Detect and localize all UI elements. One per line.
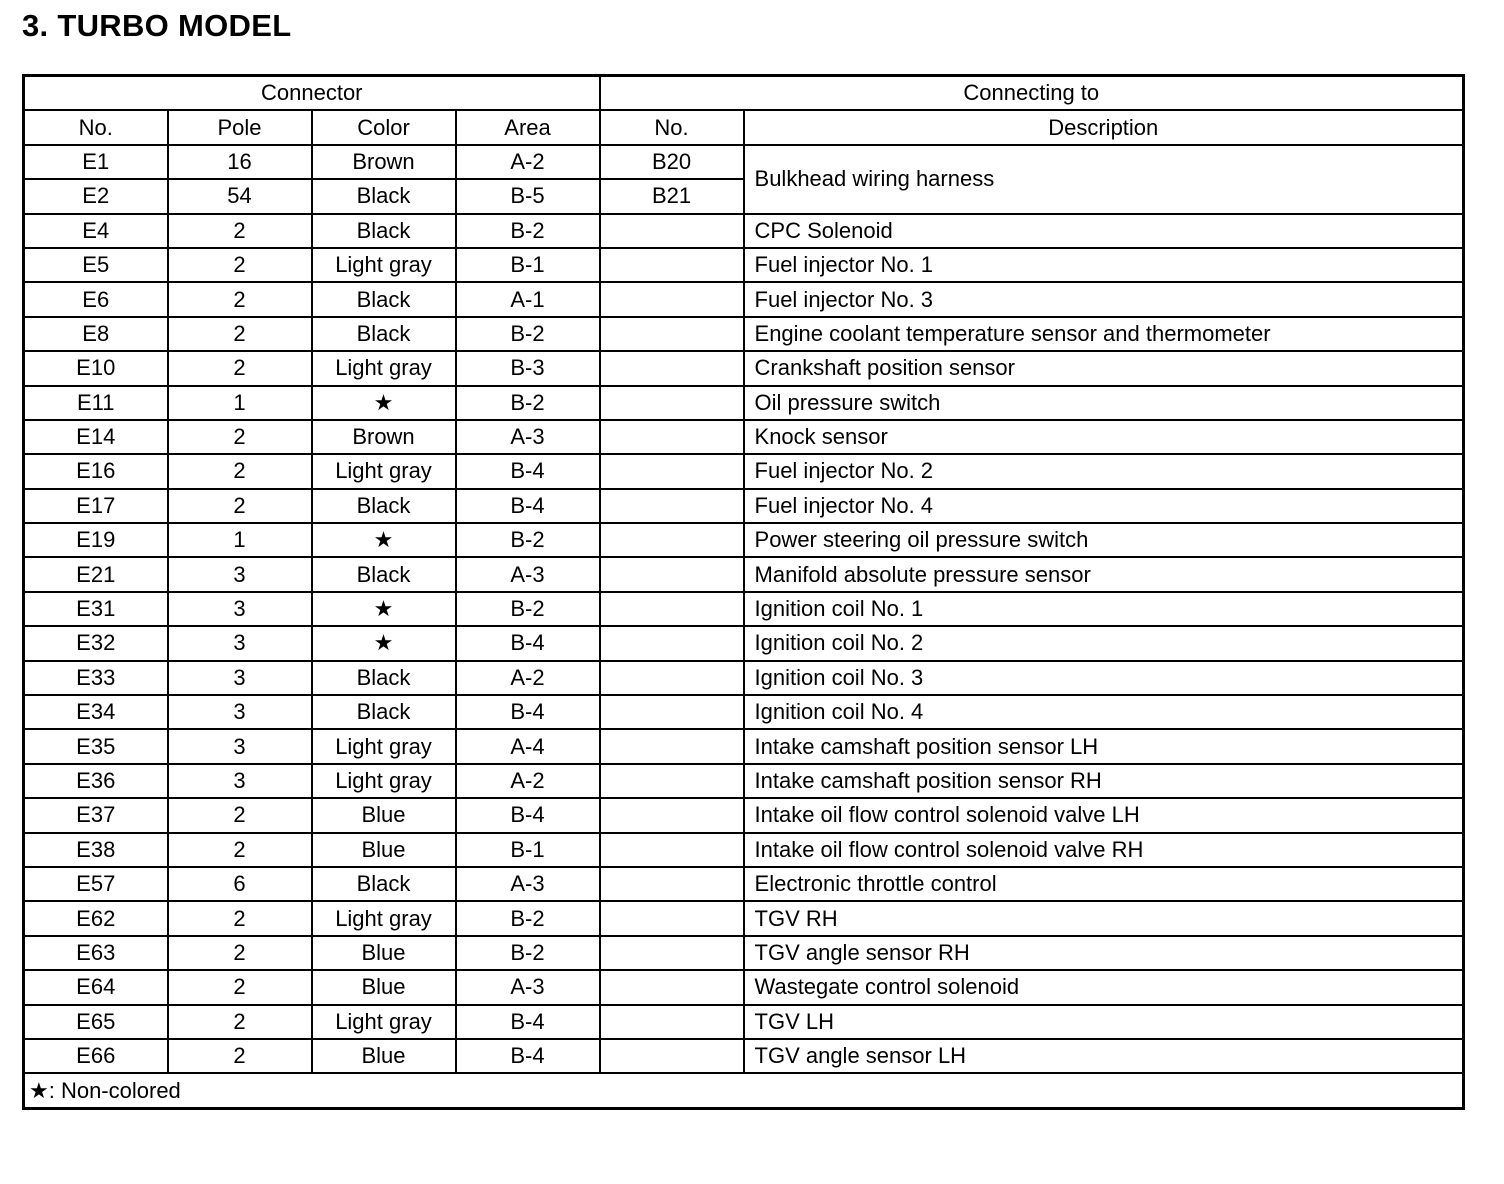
cell-color: Blue — [312, 1039, 456, 1073]
cell-to-no — [600, 420, 744, 454]
table-row — [24, 936, 1464, 970]
cell-color: ★ — [312, 386, 456, 420]
cell-description: Bulkhead wiring harness — [744, 145, 1464, 214]
cell-to-no — [600, 970, 744, 1004]
cell-no: E65 — [24, 1005, 168, 1039]
cell-description: TGV LH — [744, 1005, 1464, 1039]
cell-description: Electronic throttle control — [744, 867, 1464, 901]
header-description: Description — [744, 110, 1464, 144]
cell-description: Wastegate control solenoid — [744, 970, 1464, 1004]
cell-to-no — [600, 729, 744, 763]
cell-area: B-4 — [456, 798, 600, 832]
cell-color: Brown — [312, 420, 456, 454]
table-row — [24, 901, 1464, 935]
cell-to-no — [600, 489, 744, 523]
cell-to-no — [600, 626, 744, 660]
cell-area: A-3 — [456, 557, 600, 591]
table-row — [24, 145, 1464, 179]
table-row — [24, 1039, 1464, 1073]
cell-pole: 3 — [168, 695, 312, 729]
cell-color: Light gray — [312, 454, 456, 488]
cell-pole: 3 — [168, 592, 312, 626]
cell-pole: 3 — [168, 764, 312, 798]
table-row — [24, 592, 1464, 626]
cell-description: Power steering oil pressure switch — [744, 523, 1464, 557]
cell-pole: 3 — [168, 661, 312, 695]
connector-table — [22, 74, 1465, 1110]
cell-area: A-2 — [456, 145, 600, 179]
cell-area: B-5 — [456, 179, 600, 213]
cell-area: B-3 — [456, 351, 600, 385]
cell-description: CPC Solenoid — [744, 214, 1464, 248]
cell-description: Oil pressure switch — [744, 386, 1464, 420]
cell-no: E21 — [24, 557, 168, 591]
cell-no: E16 — [24, 454, 168, 488]
cell-description: Ignition coil No. 2 — [744, 626, 1464, 660]
header-area: Area — [456, 110, 600, 144]
cell-area: B-4 — [456, 626, 600, 660]
cell-no: E1 — [24, 145, 168, 179]
cell-pole: 2 — [168, 1005, 312, 1039]
cell-color: Blue — [312, 798, 456, 832]
cell-color: Black — [312, 214, 456, 248]
cell-no: E37 — [24, 798, 168, 832]
table-row — [24, 386, 1464, 420]
cell-color: Light gray — [312, 248, 456, 282]
table-row — [24, 214, 1464, 248]
cell-no: E36 — [24, 764, 168, 798]
table-row — [24, 523, 1464, 557]
cell-pole: 1 — [168, 523, 312, 557]
cell-no: E17 — [24, 489, 168, 523]
cell-no: E38 — [24, 833, 168, 867]
cell-pole: 3 — [168, 626, 312, 660]
cell-description: Intake camshaft position sensor LH — [744, 729, 1464, 763]
table-row — [24, 833, 1464, 867]
table-row — [24, 661, 1464, 695]
cell-description: Crankshaft position sensor — [744, 351, 1464, 385]
cell-color: Light gray — [312, 729, 456, 763]
cell-description: Ignition coil No. 3 — [744, 661, 1464, 695]
cell-to-no — [600, 454, 744, 488]
cell-to-no — [600, 317, 744, 351]
table-row — [24, 557, 1464, 591]
cell-area: A-3 — [456, 420, 600, 454]
cell-no: E64 — [24, 970, 168, 1004]
cell-to-no — [600, 523, 744, 557]
table-row — [24, 317, 1464, 351]
cell-area: B-4 — [456, 1039, 600, 1073]
cell-description: Fuel injector No. 4 — [744, 489, 1464, 523]
group-header-row — [24, 76, 1464, 111]
cell-pole: 2 — [168, 351, 312, 385]
column-header-row — [24, 110, 1464, 144]
cell-pole: 2 — [168, 420, 312, 454]
cell-pole: 2 — [168, 454, 312, 488]
cell-no: E11 — [24, 386, 168, 420]
cell-to-no — [600, 557, 744, 591]
cell-to-no — [600, 695, 744, 729]
cell-color: Blue — [312, 936, 456, 970]
table-row — [24, 867, 1464, 901]
cell-description: TGV RH — [744, 901, 1464, 935]
cell-area: B-4 — [456, 489, 600, 523]
cell-pole: 2 — [168, 833, 312, 867]
cell-area: B-2 — [456, 386, 600, 420]
cell-no: E10 — [24, 351, 168, 385]
cell-color: Blue — [312, 833, 456, 867]
cell-description: Intake camshaft position sensor RH — [744, 764, 1464, 798]
cell-color: Black — [312, 867, 456, 901]
cell-area: B-2 — [456, 901, 600, 935]
header-no: No. — [24, 110, 168, 144]
cell-color: Black — [312, 179, 456, 213]
table-row — [24, 454, 1464, 488]
table-row — [24, 626, 1464, 660]
cell-description: Intake oil flow control solenoid valve RH — [744, 833, 1464, 867]
cell-pole: 2 — [168, 248, 312, 282]
header-color: Color — [312, 110, 456, 144]
header-to-no: No. — [600, 110, 744, 144]
cell-pole: 2 — [168, 901, 312, 935]
cell-no: E8 — [24, 317, 168, 351]
cell-no: E33 — [24, 661, 168, 695]
cell-area: A-3 — [456, 970, 600, 1004]
table-row — [24, 798, 1464, 832]
cell-description: Ignition coil No. 1 — [744, 592, 1464, 626]
table-row — [24, 695, 1464, 729]
cell-to-no — [600, 661, 744, 695]
table-row — [24, 351, 1464, 385]
cell-color: Light gray — [312, 351, 456, 385]
cell-no: E14 — [24, 420, 168, 454]
cell-description: Manifold absolute pressure sensor — [744, 557, 1464, 591]
cell-area: B-4 — [456, 695, 600, 729]
cell-area: B-2 — [456, 317, 600, 351]
page-title: 3. TURBO MODEL — [22, 8, 292, 43]
cell-to-no — [600, 936, 744, 970]
cell-to-no — [600, 764, 744, 798]
cell-pole: 1 — [168, 386, 312, 420]
cell-area: B-2 — [456, 592, 600, 626]
cell-area: A-1 — [456, 282, 600, 316]
cell-to-no — [600, 214, 744, 248]
cell-to-no: B21 — [600, 179, 744, 213]
cell-pole: 2 — [168, 970, 312, 1004]
cell-description: Fuel injector No. 2 — [744, 454, 1464, 488]
footnote: ★: Non-colored — [24, 1073, 1464, 1108]
table-row — [24, 1005, 1464, 1039]
cell-pole: 6 — [168, 867, 312, 901]
cell-pole: 2 — [168, 798, 312, 832]
cell-to-no — [600, 1005, 744, 1039]
cell-color: Blue — [312, 970, 456, 1004]
cell-no: E62 — [24, 901, 168, 935]
cell-to-no — [600, 833, 744, 867]
cell-color: ★ — [312, 626, 456, 660]
cell-to-no — [600, 1039, 744, 1073]
cell-area: B-2 — [456, 214, 600, 248]
cell-pole: 3 — [168, 557, 312, 591]
cell-no: E5 — [24, 248, 168, 282]
cell-pole: 54 — [168, 179, 312, 213]
cell-pole: 2 — [168, 317, 312, 351]
cell-area: B-2 — [456, 523, 600, 557]
cell-no: E57 — [24, 867, 168, 901]
cell-pole: 16 — [168, 145, 312, 179]
table-row — [24, 764, 1464, 798]
cell-to-no — [600, 592, 744, 626]
table-row — [24, 970, 1464, 1004]
cell-area: A-3 — [456, 867, 600, 901]
cell-description: Fuel injector No. 1 — [744, 248, 1464, 282]
table-row — [24, 420, 1464, 454]
cell-no: E6 — [24, 282, 168, 316]
cell-description: Fuel injector No. 3 — [744, 282, 1464, 316]
header-pole: Pole — [168, 110, 312, 144]
cell-color: Black — [312, 489, 456, 523]
cell-color: Brown — [312, 145, 456, 179]
cell-area: A-2 — [456, 661, 600, 695]
cell-to-no — [600, 248, 744, 282]
cell-to-no — [600, 798, 744, 832]
cell-no: E34 — [24, 695, 168, 729]
table-row — [24, 282, 1464, 316]
cell-description: Knock sensor — [744, 420, 1464, 454]
cell-area: B-4 — [456, 454, 600, 488]
cell-no: E66 — [24, 1039, 168, 1073]
cell-description: TGV angle sensor LH — [744, 1039, 1464, 1073]
cell-area: B-1 — [456, 248, 600, 282]
cell-no: E4 — [24, 214, 168, 248]
cell-to-no — [600, 901, 744, 935]
cell-description: TGV angle sensor RH — [744, 936, 1464, 970]
footnote-row — [24, 1073, 1464, 1108]
cell-pole: 2 — [168, 282, 312, 316]
header-connector: Connector — [24, 76, 600, 111]
cell-area: B-2 — [456, 936, 600, 970]
cell-color: Light gray — [312, 764, 456, 798]
cell-color: Black — [312, 282, 456, 316]
cell-pole: 2 — [168, 1039, 312, 1073]
cell-color: ★ — [312, 523, 456, 557]
cell-pole: 3 — [168, 729, 312, 763]
header-connecting-to: Connecting to — [600, 76, 1464, 111]
cell-to-no — [600, 282, 744, 316]
cell-color: Black — [312, 695, 456, 729]
cell-color: Black — [312, 661, 456, 695]
cell-pole: 2 — [168, 936, 312, 970]
table-row — [24, 248, 1464, 282]
cell-no: E35 — [24, 729, 168, 763]
table-row — [24, 489, 1464, 523]
cell-to-no — [600, 351, 744, 385]
cell-description: Ignition coil No. 4 — [744, 695, 1464, 729]
cell-pole: 2 — [168, 214, 312, 248]
cell-no: E63 — [24, 936, 168, 970]
cell-area: B-4 — [456, 1005, 600, 1039]
cell-area: A-4 — [456, 729, 600, 763]
cell-pole: 2 — [168, 489, 312, 523]
cell-to-no — [600, 867, 744, 901]
cell-color: Light gray — [312, 901, 456, 935]
cell-no: E19 — [24, 523, 168, 557]
table-row — [24, 729, 1464, 763]
cell-to-no: B20 — [600, 145, 744, 179]
cell-no: E31 — [24, 592, 168, 626]
cell-description: Intake oil flow control solenoid valve LH — [744, 798, 1464, 832]
cell-area: B-1 — [456, 833, 600, 867]
cell-to-no — [600, 386, 744, 420]
cell-color: Light gray — [312, 1005, 456, 1039]
cell-description: Engine coolant temperature sensor and thermometer — [744, 317, 1464, 351]
cell-color: Black — [312, 557, 456, 591]
cell-color: Black — [312, 317, 456, 351]
cell-no: E32 — [24, 626, 168, 660]
cell-color: ★ — [312, 592, 456, 626]
cell-area: A-2 — [456, 764, 600, 798]
cell-no: E2 — [24, 179, 168, 213]
